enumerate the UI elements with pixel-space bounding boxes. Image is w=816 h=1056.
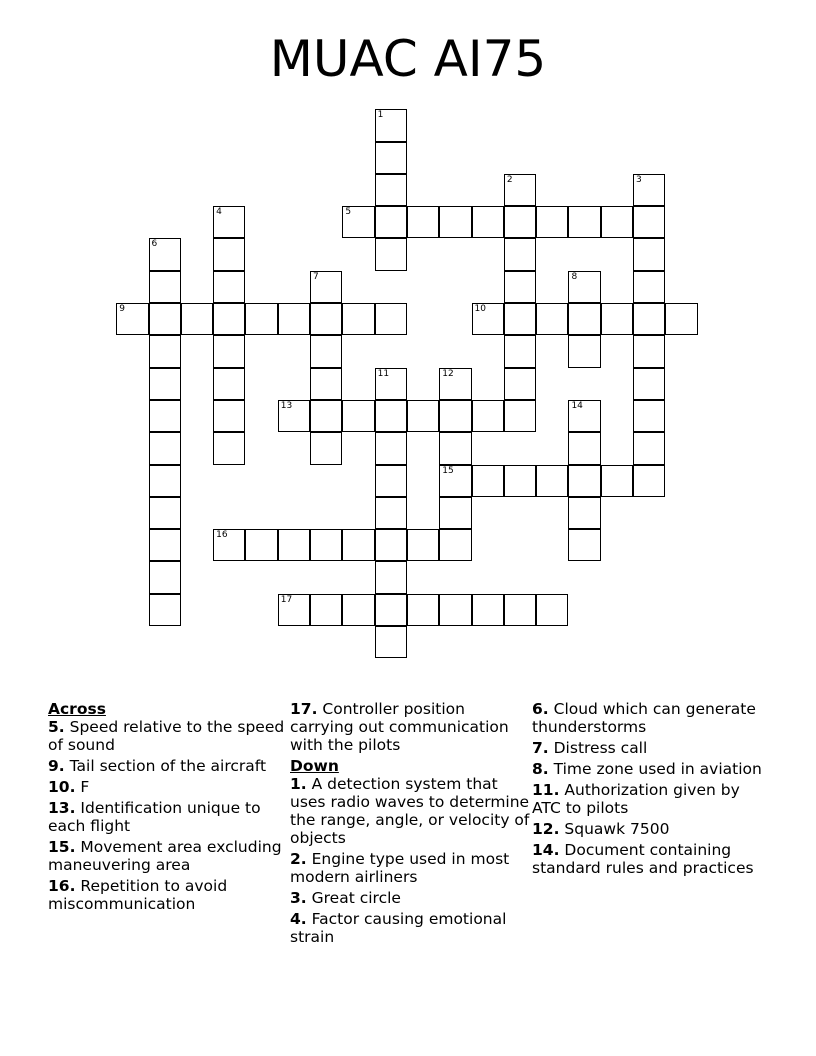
grid-cell[interactable]	[375, 594, 407, 626]
down-clue	[532, 820, 772, 838]
grid-cell[interactable]	[375, 432, 407, 464]
grid-cell[interactable]	[439, 594, 471, 626]
grid-cell[interactable]	[342, 594, 374, 626]
across-clue	[48, 877, 288, 913]
grid-cell[interactable]	[439, 432, 471, 464]
grid-cell[interactable]	[375, 109, 407, 141]
clue-number: 6.	[532, 700, 549, 718]
grid-cell[interactable]	[439, 400, 471, 432]
grid-cell[interactable]	[213, 368, 245, 400]
grid-cell[interactable]	[568, 432, 600, 464]
grid-cell[interactable]	[310, 432, 342, 464]
clue-number: 9.	[48, 757, 65, 775]
grid-cell[interactable]	[310, 303, 342, 335]
clue-number: 2	[506, 174, 513, 185]
grid-cell[interactable]	[342, 400, 374, 432]
puzzle-title: MUAC AI75	[269, 30, 547, 88]
clue-number: 7.	[532, 739, 549, 757]
grid-cell[interactable]	[504, 465, 536, 497]
grid-cell[interactable]	[633, 432, 665, 464]
clue-text: Cloud which can generate thunderstorms	[532, 700, 756, 736]
grid-cell[interactable]	[310, 594, 342, 626]
grid-cell[interactable]	[504, 400, 536, 432]
across-heading: Across	[48, 700, 106, 718]
grid-cell[interactable]	[245, 303, 277, 335]
grid-cell[interactable]	[149, 238, 181, 270]
across-clue	[290, 700, 530, 754]
grid-cell[interactable]	[149, 497, 181, 529]
grid-cell[interactable]	[407, 529, 439, 561]
clue-number: 12	[442, 368, 454, 379]
clue-number: 15.	[48, 838, 76, 856]
clue-text: Distress call	[553, 739, 648, 757]
grid-cell[interactable]	[568, 303, 600, 335]
clue-text: Factor causing emotional strain	[290, 910, 507, 946]
grid-cell[interactable]	[149, 432, 181, 464]
clue-number: 17.	[290, 700, 318, 718]
grid-cell[interactable]	[116, 303, 148, 335]
clue-number: 11.	[532, 781, 560, 799]
grid-cell[interactable]	[342, 303, 374, 335]
clue-text: Tail section of the aircraft	[69, 757, 267, 775]
grid-cell[interactable]	[375, 465, 407, 497]
clue-number: 3	[636, 174, 642, 185]
grid-cell[interactable]	[149, 303, 181, 335]
grid-cell[interactable]	[472, 303, 504, 335]
grid-cell[interactable]	[375, 497, 407, 529]
grid-cell[interactable]	[310, 400, 342, 432]
down-clue	[290, 775, 530, 847]
clue-number: 2.	[290, 850, 307, 868]
across-clue	[48, 757, 288, 775]
grid-cell[interactable]	[278, 400, 310, 432]
grid-cell[interactable]	[504, 271, 536, 303]
down-clue	[532, 841, 772, 877]
clues-column-3	[532, 700, 772, 880]
grid-cell[interactable]	[568, 206, 600, 238]
clue-number: 5.	[48, 718, 65, 736]
grid-cell[interactable]	[278, 529, 310, 561]
clue-number: 8	[571, 271, 578, 282]
grid-cell[interactable]	[181, 303, 213, 335]
clue-text: A detection system that uses radio waves to determine the range, angle, or velocity of objects	[290, 775, 530, 847]
grid-cell[interactable]	[278, 594, 310, 626]
grid-cell[interactable]	[213, 400, 245, 432]
clue-number: 14.	[532, 841, 560, 859]
across-clue	[48, 838, 288, 874]
grid-cell[interactable]	[149, 368, 181, 400]
grid-cell[interactable]	[310, 335, 342, 367]
grid-cell[interactable]	[375, 142, 407, 174]
grid-cell[interactable]	[213, 206, 245, 238]
clue-number: 11	[377, 368, 390, 379]
grid-cell[interactable]	[375, 174, 407, 206]
clue-text: Time zone used in aviation	[553, 760, 762, 778]
grid-cell[interactable]	[504, 594, 536, 626]
grid-cell[interactable]	[633, 174, 665, 206]
grid-cell[interactable]	[149, 594, 181, 626]
clue-number: 1.	[290, 775, 307, 793]
grid-cell[interactable]	[633, 335, 665, 367]
clue-number: 10	[474, 304, 486, 315]
grid-cell[interactable]	[633, 368, 665, 400]
clue-text: Great circle	[311, 889, 401, 907]
grid-cell[interactable]	[375, 561, 407, 593]
clue-number: 4	[216, 207, 222, 218]
grid-cell[interactable]	[149, 335, 181, 367]
grid-cell[interactable]	[568, 529, 600, 561]
grid-cell[interactable]	[213, 271, 245, 303]
grid-cell[interactable]	[439, 497, 471, 529]
grid-cell[interactable]	[245, 529, 277, 561]
grid-cell[interactable]	[536, 303, 568, 335]
grid-cell[interactable]	[504, 174, 536, 206]
grid-cell[interactable]	[342, 529, 374, 561]
grid-cell[interactable]	[472, 206, 504, 238]
grid-cell[interactable]	[601, 465, 633, 497]
grid-cell[interactable]	[472, 400, 504, 432]
across-clue	[48, 799, 288, 835]
clue-number: 9	[119, 304, 125, 315]
grid-cell[interactable]	[213, 335, 245, 367]
clue-text: Identification unique to each flight	[48, 799, 261, 835]
clue-text: Controller position carrying out communication with the pilots	[290, 700, 509, 754]
grid-cell[interactable]	[472, 594, 504, 626]
grid-cell[interactable]	[536, 594, 568, 626]
across-clue	[48, 778, 288, 796]
clue-number: 16.	[48, 877, 76, 895]
clue-number: 6	[151, 239, 158, 250]
grid-cell[interactable]	[310, 271, 342, 303]
clue-text: Repetition to avoid miscommunication	[48, 877, 228, 913]
grid-cell[interactable]	[504, 238, 536, 270]
grid-cell[interactable]	[375, 529, 407, 561]
grid-cell[interactable]	[213, 432, 245, 464]
down-clue	[532, 739, 772, 757]
clue-text: Authorization given by ATC to pilots	[532, 781, 740, 817]
clue-text: Movement area excluding maneuvering area	[48, 838, 282, 874]
across-clue	[48, 718, 288, 754]
grid-cell[interactable]	[504, 206, 536, 238]
clue-number: 12.	[532, 820, 560, 838]
down-heading: Down	[290, 757, 339, 775]
grid-cell[interactable]	[439, 465, 471, 497]
grid-cell[interactable]	[375, 626, 407, 658]
down-clue	[290, 910, 530, 946]
grid-cell[interactable]	[633, 465, 665, 497]
grid-cell[interactable]	[213, 303, 245, 335]
clue-text: Engine type used in most modern airliners	[290, 850, 510, 886]
clue-number: 7	[313, 271, 319, 282]
grid-cell[interactable]	[375, 206, 407, 238]
clues-column-2	[290, 700, 530, 949]
grid-cell[interactable]	[149, 400, 181, 432]
grid-cell[interactable]	[375, 238, 407, 270]
grid-cell[interactable]	[439, 206, 471, 238]
clue-number: 17	[280, 594, 293, 605]
clue-number: 13.	[48, 799, 76, 817]
grid-cell[interactable]	[342, 206, 374, 238]
grid-cell[interactable]	[536, 206, 568, 238]
grid-cell[interactable]	[504, 368, 536, 400]
clue-number: 4.	[290, 910, 307, 928]
clue-number: 10.	[48, 778, 76, 796]
clue-text: F	[80, 778, 90, 796]
grid-cell[interactable]	[149, 529, 181, 561]
grid-cell[interactable]	[407, 206, 439, 238]
grid-cell[interactable]	[568, 465, 600, 497]
clue-number: 15	[442, 465, 454, 476]
grid-cell[interactable]	[504, 335, 536, 367]
clue-text: Squawk 7500	[564, 820, 670, 838]
grid-cell[interactable]	[568, 400, 600, 432]
down-clue	[532, 700, 772, 736]
grid-cell[interactable]	[213, 238, 245, 270]
grid-cell[interactable]	[568, 271, 600, 303]
grid-cell[interactable]	[568, 497, 600, 529]
clue-number: 8.	[532, 760, 549, 778]
grid-cell[interactable]	[633, 238, 665, 270]
grid-cell[interactable]	[633, 400, 665, 432]
down-clue	[532, 781, 772, 817]
grid-cell[interactable]	[278, 303, 310, 335]
clue-number: 14	[571, 400, 583, 411]
grid-cell[interactable]	[504, 303, 536, 335]
grid-cell[interactable]	[601, 206, 633, 238]
clue-number: 5	[345, 207, 352, 218]
grid-cell[interactable]	[472, 465, 504, 497]
grid-cell[interactable]	[439, 529, 471, 561]
clue-number: 16	[216, 530, 228, 541]
grid-cell[interactable]	[149, 465, 181, 497]
grid-cell[interactable]	[149, 271, 181, 303]
grid-cell[interactable]	[375, 400, 407, 432]
clue-number: 1	[377, 110, 384, 121]
grid-cell[interactable]	[568, 335, 600, 367]
grid-cell[interactable]	[149, 561, 181, 593]
clue-text: Document containing standard rules and practices	[532, 841, 754, 877]
grid-cell[interactable]	[407, 594, 439, 626]
grid-cell[interactable]	[633, 271, 665, 303]
grid-cell[interactable]	[407, 400, 439, 432]
grid-cell[interactable]	[633, 206, 665, 238]
grid-cell[interactable]	[213, 529, 245, 561]
grid-cell[interactable]	[633, 303, 665, 335]
grid-cell[interactable]	[439, 368, 471, 400]
clues-column-1	[48, 700, 288, 916]
grid-cell[interactable]	[536, 465, 568, 497]
grid-cell[interactable]	[665, 303, 697, 335]
clue-text: Speed relative to the speed of sound	[48, 718, 285, 754]
grid-cell[interactable]	[310, 368, 342, 400]
down-clue	[290, 850, 530, 886]
down-clue	[290, 889, 530, 907]
grid-cell[interactable]	[375, 303, 407, 335]
clue-number: 3.	[290, 889, 307, 907]
grid-cell[interactable]	[375, 368, 407, 400]
grid-cell[interactable]	[601, 303, 633, 335]
clue-number: 13	[280, 400, 293, 411]
grid-cell[interactable]	[310, 529, 342, 561]
down-clue	[532, 760, 772, 778]
